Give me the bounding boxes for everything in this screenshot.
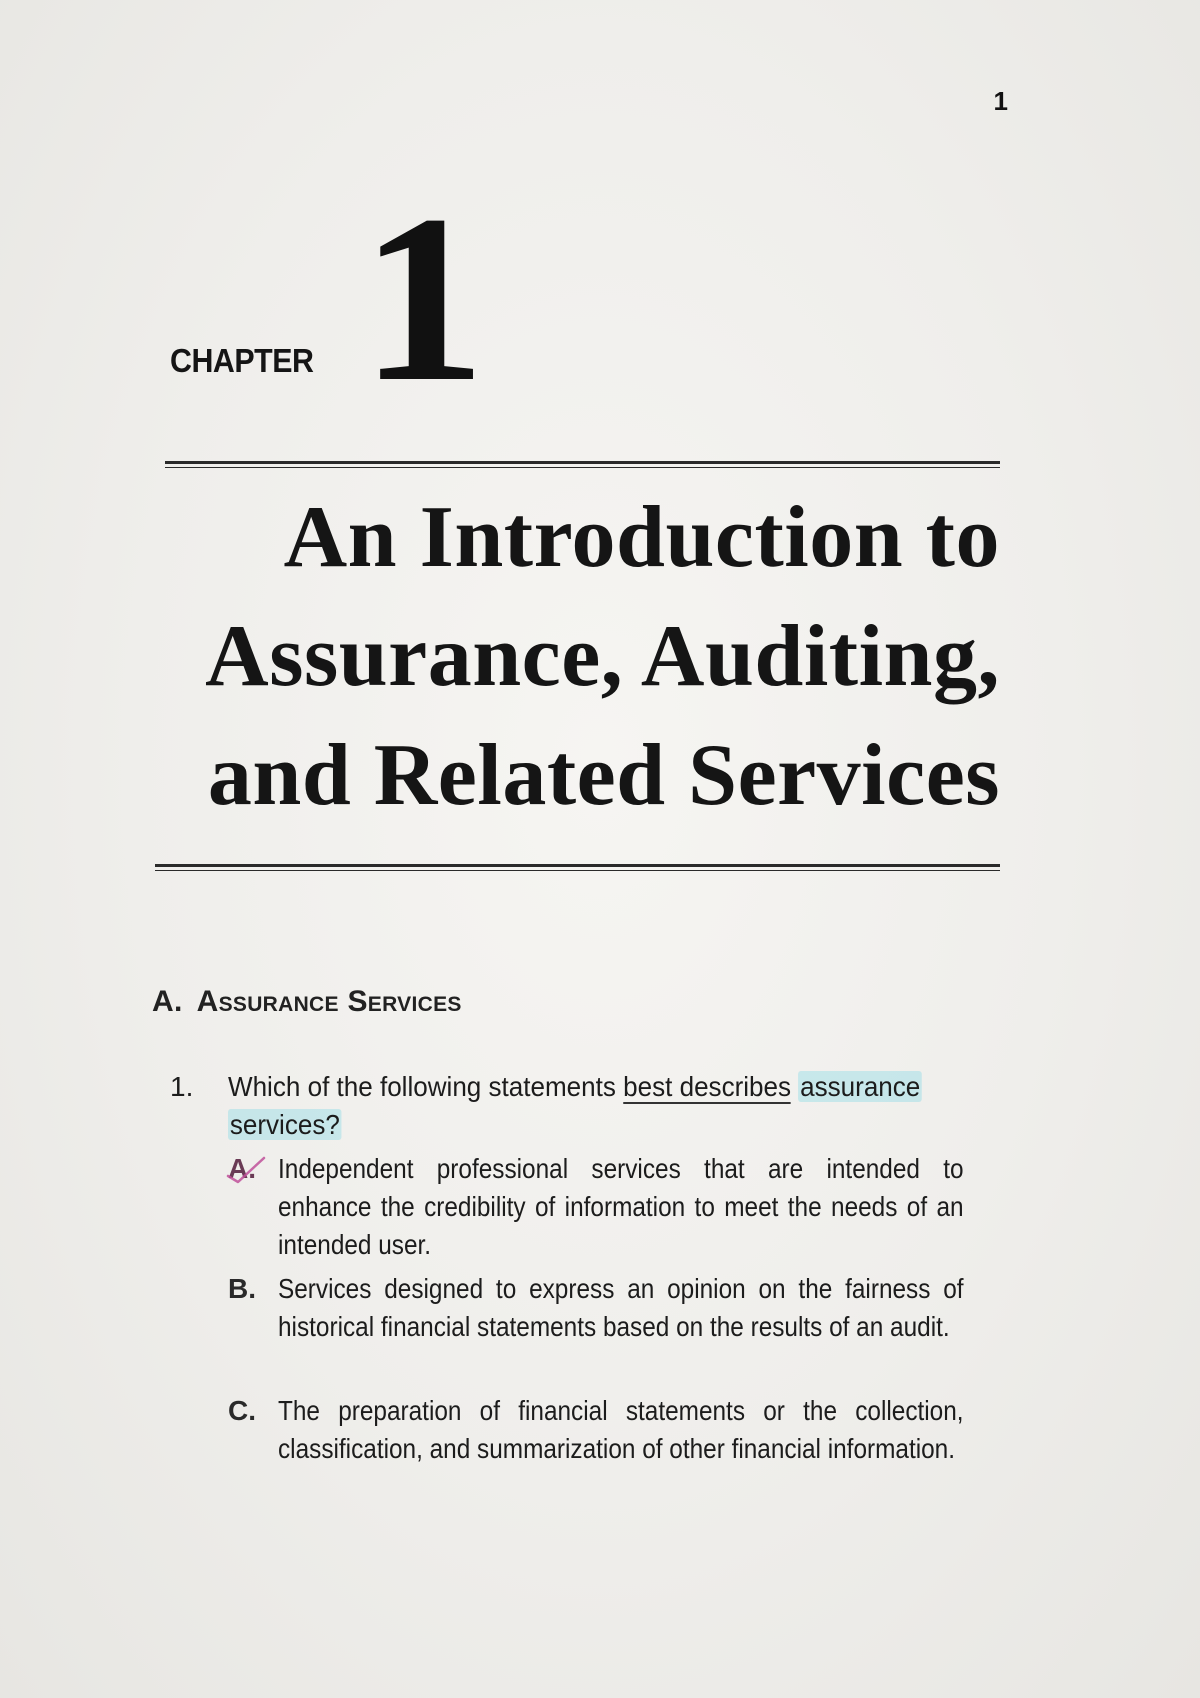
chapter-numeral: 1 bbox=[360, 165, 486, 431]
section-heading bbox=[152, 985, 462, 1019]
question-stem bbox=[228, 1068, 953, 1144]
chapter-label: CHAPTER bbox=[170, 342, 314, 379]
section-letter: A. bbox=[152, 985, 183, 1018]
choice-b-letter: B. bbox=[228, 1273, 256, 1304]
question-stem-highlight-1: assurance bbox=[800, 1071, 921, 1102]
chapter-title-line-3: and Related Services bbox=[207, 727, 1000, 824]
choice-a-text: Independent professional services that are intended to enhance the credibility of information to meet the needs of an intended user. bbox=[278, 1153, 964, 1260]
choice-a-letter: A. bbox=[228, 1153, 256, 1184]
question-stem-highlight-2: services? bbox=[229, 1109, 340, 1140]
choice-c-text: The preparation of financial statements or the collection, classification, and summarization of other financial information. bbox=[278, 1395, 964, 1464]
page-number: 1 bbox=[993, 86, 1008, 116]
question-stem-text: Which of the following statements bbox=[228, 1071, 624, 1102]
title-bottom-rule bbox=[155, 864, 1000, 871]
question-number: 1. bbox=[170, 1071, 194, 1102]
title-top-rule bbox=[165, 461, 1000, 468]
chapter-title-line-1: An Introduction to bbox=[283, 489, 1000, 586]
section-title: Assurance Services bbox=[196, 985, 462, 1018]
choice-b-text: Services designed to express an opinion on the fairness of historical financial statements based on the results of an audit. bbox=[278, 1273, 964, 1342]
question-stem-underlined: best describes bbox=[623, 1071, 792, 1102]
choice-c-letter: C. bbox=[228, 1395, 256, 1426]
chapter-title-line-2: Assurance, Auditing, bbox=[205, 608, 1000, 705]
check-mark-icon bbox=[224, 1154, 268, 1184]
chapter-title bbox=[150, 478, 1000, 835]
